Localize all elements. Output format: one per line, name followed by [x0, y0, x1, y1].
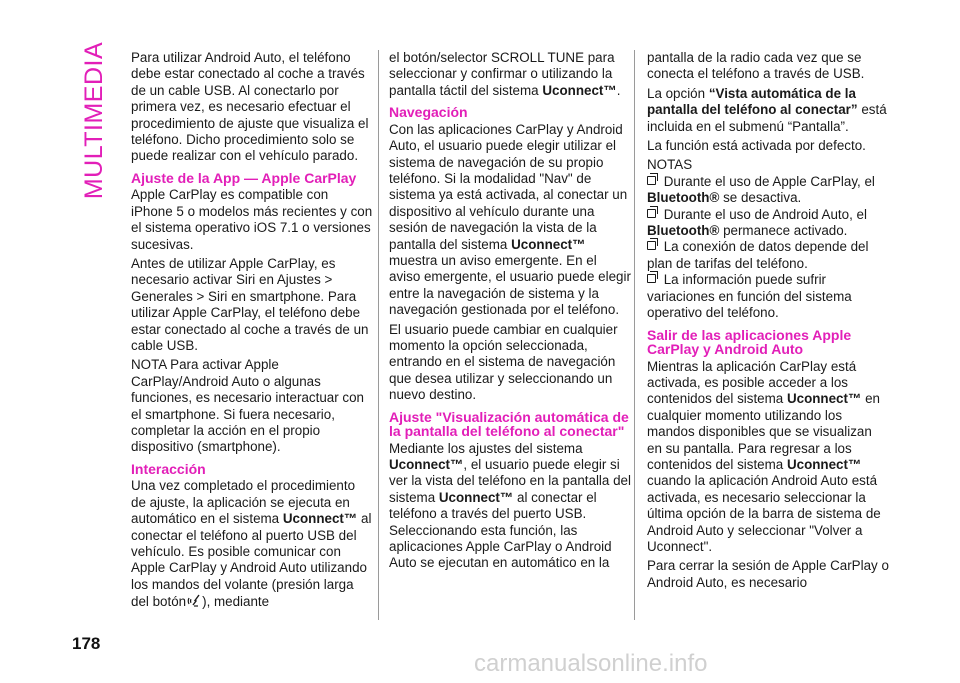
- note-paragraph: NOTA Para activar Apple CarPlay/Android Auto o algunas funciones, es necesario interactuar con el smartphone. Si fuera necesario, completar la acción en el propio dispositivo (smartphone).: [131, 357, 364, 455]
- column-3: [647, 50, 889, 594]
- paragraph: Con las aplicaciones CarPlay y Android Auto, el usuario puede elegir utilizar el sistema de navegación de su propio teléfono. Si la modalidad "Nav" de sistema ya está activada, al conectar un dispositivo al vehículo durante una sesión de navegación la vista de la pantalla del sistema Uconnect™ muestra un aviso emergente. En el aviso emergente, el usuario puede elegir entre la navegación de sistema y la navegación gestionada por el teléfono.: [389, 121, 631, 318]
- column-divider: [378, 50, 379, 620]
- watermark: carmanualsonline.info: [474, 650, 708, 677]
- heading-navigation: Navegación: [389, 104, 468, 121]
- note-item: La información puede sufrir variaciones en función del sistema operativo del teléfono.: [647, 272, 852, 321]
- note-arrow-icon: [647, 209, 656, 218]
- paragraph: La opción “Vista automática de la pantalla del teléfono al conectar” está incluida en el submenú “Pantalla”.: [647, 85, 887, 134]
- column-divider: [634, 50, 635, 620]
- brand-uconnect: Uconnect™: [511, 236, 586, 252]
- paragraph: Mientras la aplicación CarPlay está activada, es posible acceder a los contenidos del sistema Uconnect™ en cualquier momento utilizando los mandos disponibles que se visualizan en su pantalla. Para regresar a los contenidos del sistema Uconnect™ cuando la aplicación Android Auto está activada, es necesario seleccionar la última opción de la barra de sistema de Android Auto y seleccionar "Volver a Uconnect".: [647, 358, 881, 554]
- heading-interaction: Interacción: [131, 460, 206, 477]
- page-number: 178: [72, 634, 101, 653]
- brand-uconnect: Uconnect™: [786, 456, 862, 472]
- note-item: Durante el uso de Apple CarPlay, el Bluetooth® se desactiva.: [647, 173, 875, 206]
- brand-uconnect: Uconnect™: [389, 457, 464, 473]
- brand-uconnect: Uconnect™: [438, 489, 514, 505]
- notes-label: NOTAS: [647, 157, 693, 173]
- paragraph: La función está activada por defecto.: [647, 138, 866, 154]
- paragraph: Para utilizar Android Auto, el teléfono debe estar conectado al coche a través de un cable USB. Al conectarlo por primera vez, es necesario efectuar el procedimiento de ajuste que visualiza el teléfono. Dicho procedimiento solo se puede realizar con el vehículo parado.: [131, 50, 369, 164]
- paragraph: Apple CarPlay es compatible con iPhone 5 o modelos más recientes y con el sistema operativo iOS 7.1 o versiones sucesivas.: [131, 187, 373, 252]
- column-1: [131, 50, 373, 614]
- brand-bluetooth: Bluetooth®: [647, 190, 720, 206]
- paragraph: Una vez completado el procedimiento de ajuste, la aplicación se ejecuta en automático en el sistema Uconnect™ al conectar el teléfono al puerto USB del vehículo. Es posible comunicar con Apple CarPlay y Android Auto utilizando los mandos del volante (presión larga del botón ), mediante: [131, 478, 372, 610]
- brand-uconnect: Uconnect™: [542, 82, 617, 98]
- brand-uconnect: Uconnect™: [282, 511, 358, 527]
- column-2: [389, 50, 631, 575]
- voice-command-icon: [186, 593, 202, 609]
- note-arrow-icon: [647, 176, 656, 185]
- section-tab: [80, 41, 110, 199]
- note-item: Durante el uso de Android Auto, el Bluetooth® permanece activado.: [647, 206, 867, 239]
- brand-bluetooth: Bluetooth®: [647, 223, 720, 239]
- option-name: “Vista automática de la pantalla del teléfono al conectar”: [647, 85, 858, 118]
- note-arrow-icon: [647, 274, 656, 283]
- paragraph: Mediante los ajustes del sistema Uconnect™, el usuario puede elegir si ver la vista del teléfono en la pantalla del sistema Uconnect™ al conectar el teléfono a través del puerto USB. Seleccionando esta función, las aplicaciones Apple CarPlay o Android Auto se ejecutan en automático en la: [389, 440, 631, 571]
- note-item: La conexión de datos depende del plan de tarifas del teléfono.: [647, 239, 869, 271]
- heading-exit-apps: Salir de las aplicaciones Apple CarPlay y Android Auto: [647, 326, 852, 357]
- paragraph: Para cerrar la sesión de Apple CarPlay o Android Auto, es necesario: [647, 558, 889, 590]
- heading-apple-carplay-setup: Ajuste de la App — Apple CarPlay: [131, 169, 357, 186]
- paragraph: Antes de utilizar Apple CarPlay, es necesario activar Siri en Ajustes > Generales > Siri en smartphone. Para utilizar Apple CarPlay, el teléfono debe estar conectado al coche a través de un cable USB.: [131, 255, 369, 353]
- brand-uconnect: Uconnect™: [786, 391, 862, 407]
- note-arrow-icon: [647, 241, 656, 250]
- section-title: MULTIMEDIA: [80, 41, 109, 199]
- paragraph: El usuario puede cambiar en cualquier momento la opción seleccionada, entrando en el sistema de navegación que desea utilizar y seleccionando un nuevo destino.: [389, 321, 618, 403]
- heading-auto-display-setting: Ajuste "Visualización automática de la pantalla del teléfono al conectar": [389, 408, 629, 440]
- paragraph: el botón/selector SCROLL TUNE para seleccionar y confirmar o utilizando la pantalla táctil del sistema Uconnect™.: [389, 50, 621, 98]
- paragraph: pantalla de la radio cada vez que se conecta el teléfono a través de USB.: [647, 50, 865, 82]
